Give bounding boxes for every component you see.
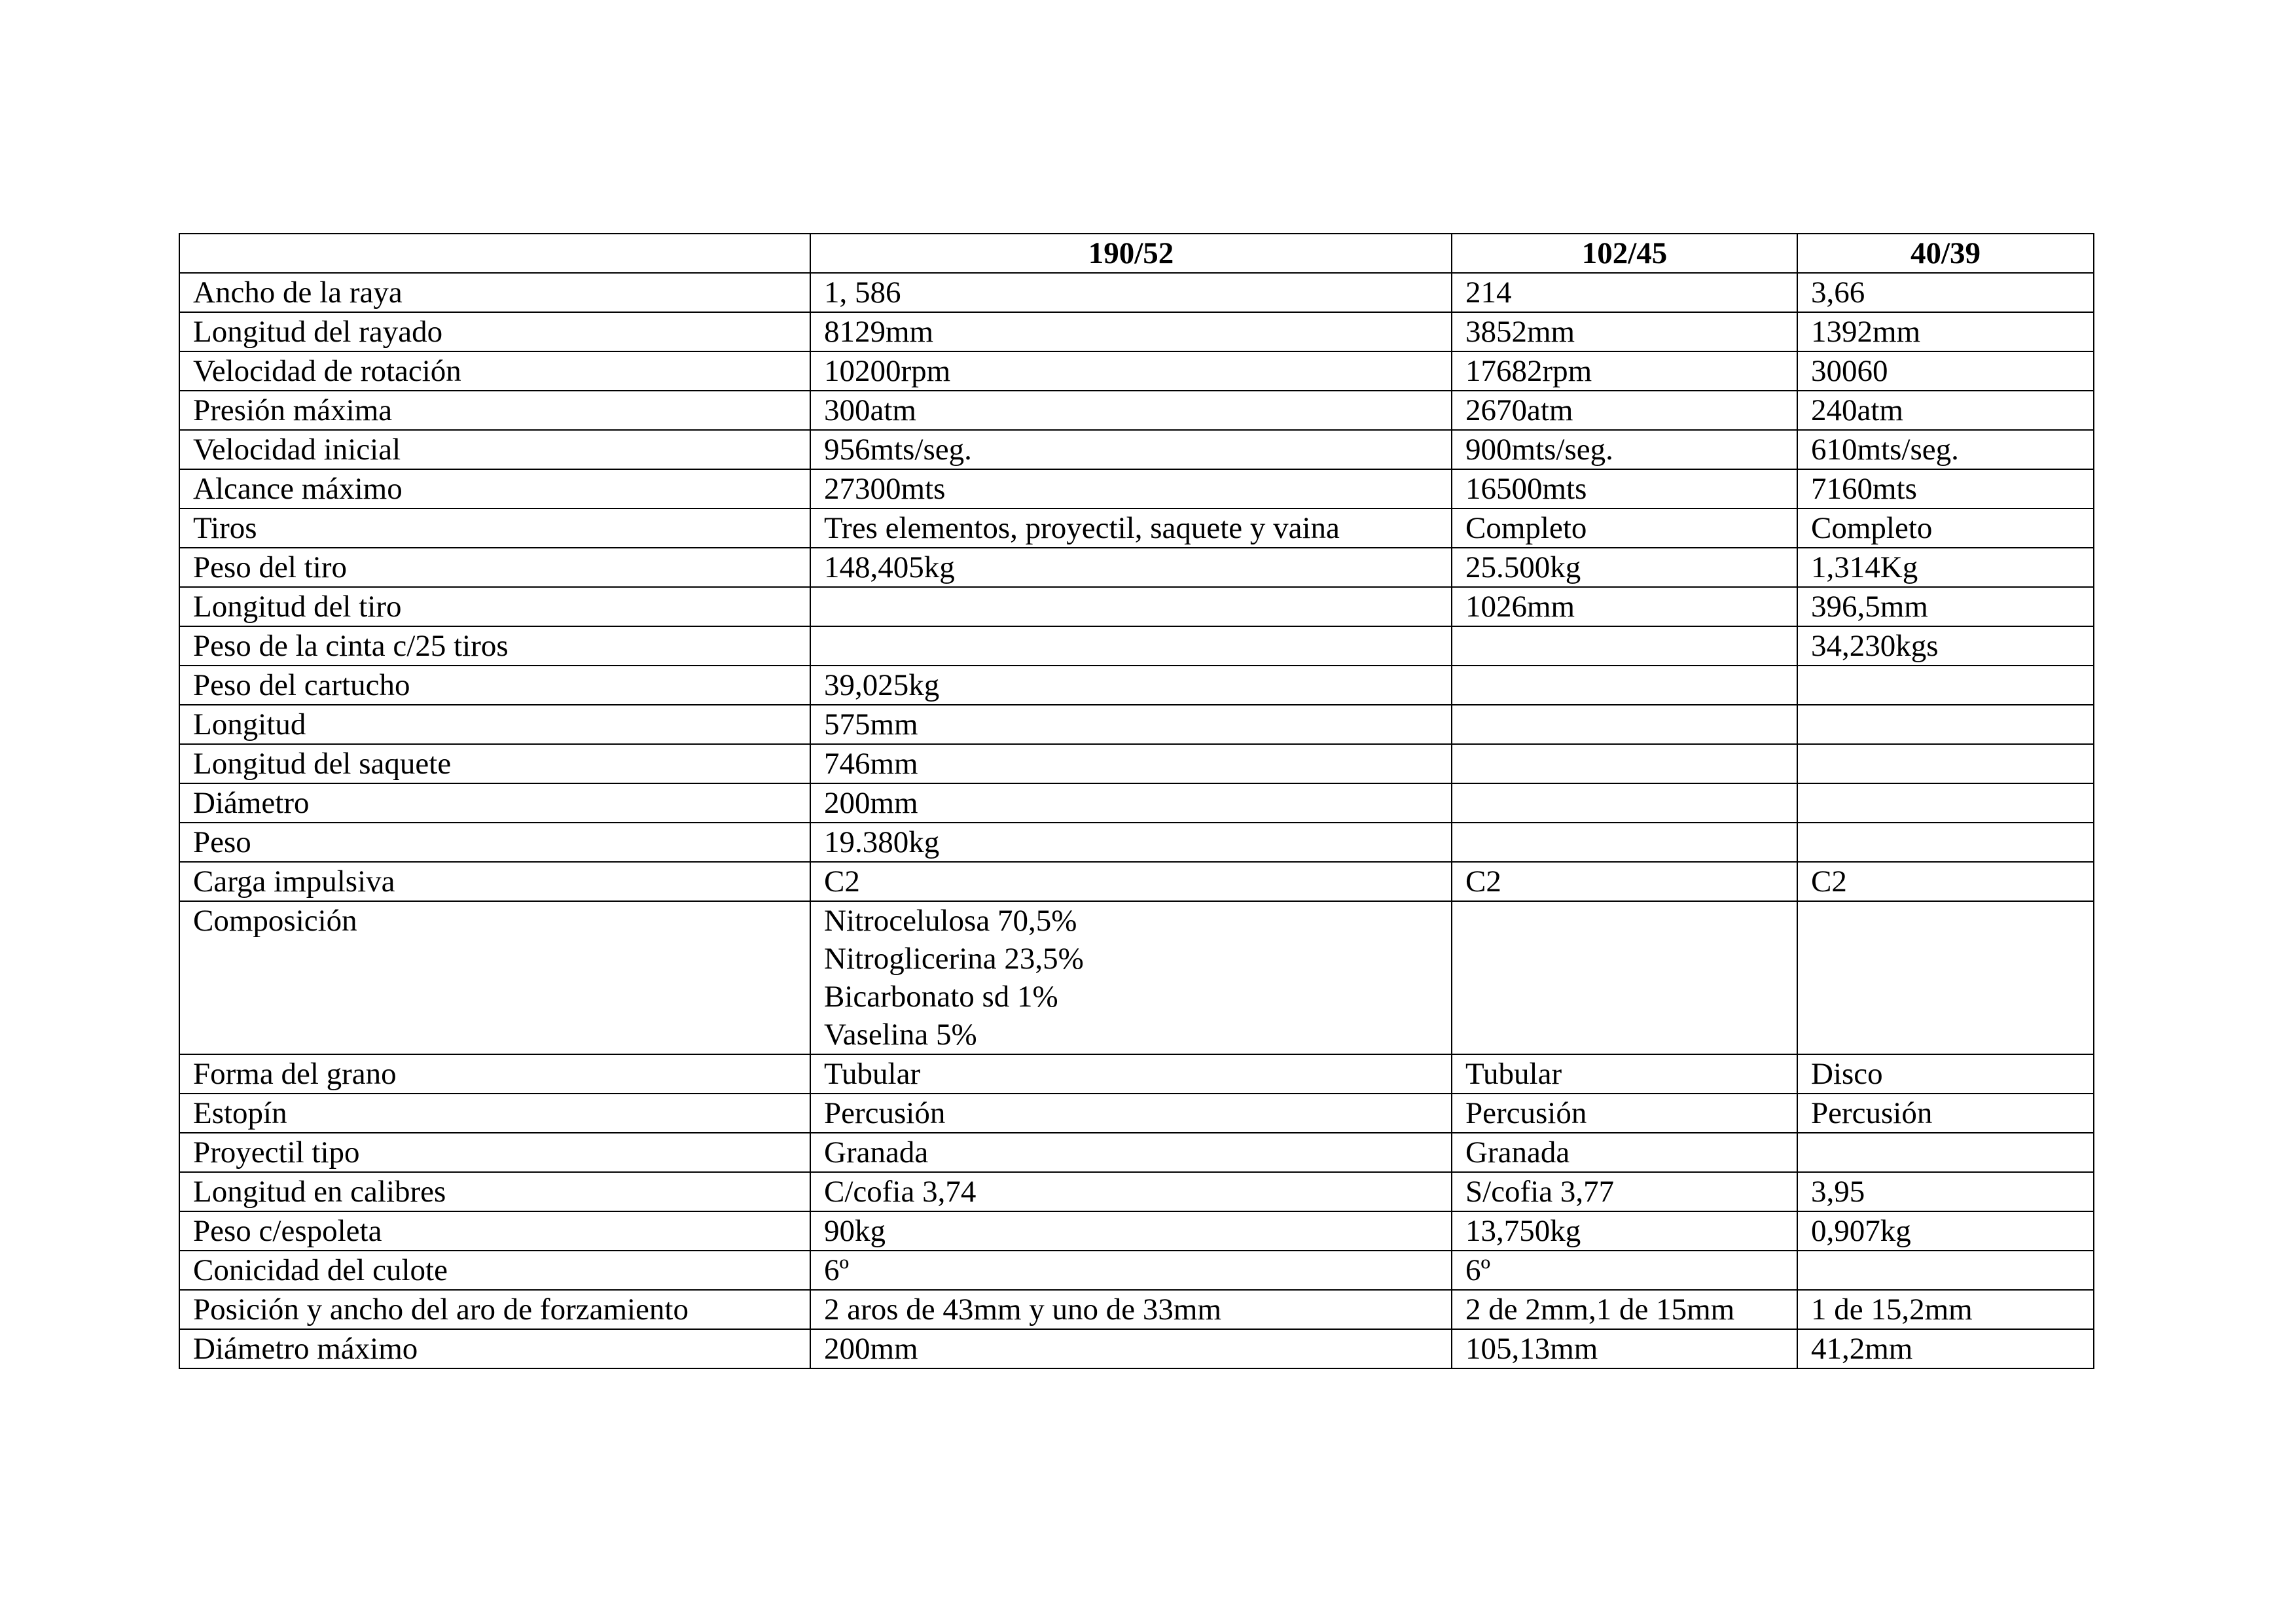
row-label-cell: Presión máxima xyxy=(179,391,810,430)
table-cell: 30060 xyxy=(1797,351,2094,391)
composition-line: Nitroglicerina 23,5% xyxy=(824,942,1084,976)
row-label-cell: Diámetro máximo xyxy=(179,1329,810,1368)
table-cell: 10200rpm xyxy=(810,351,1452,391)
table-cell: 90kg xyxy=(810,1211,1452,1251)
row-label-cell: Alcance máximo xyxy=(179,469,810,508)
table-cell: 25.500kg xyxy=(1452,548,1797,587)
table-cell: 2670atm xyxy=(1452,391,1797,430)
table-cell: 200mm xyxy=(810,1329,1452,1368)
table-cell: 300atm xyxy=(810,391,1452,430)
table-cell: Tubular xyxy=(810,1054,1452,1094)
composition-line: Vaselina 5% xyxy=(824,1018,977,1052)
table-cell: 1, 586 xyxy=(810,273,1452,312)
table-cell: 0,907kg xyxy=(1797,1211,2094,1251)
row-label-cell: Proyectil tipo xyxy=(179,1133,810,1172)
table-cell xyxy=(1452,666,1797,705)
row-label-cell: Tiros xyxy=(179,508,810,548)
table-cell: 746mm xyxy=(810,744,1452,783)
table-cell xyxy=(1452,901,1797,1054)
row-label-cell: Longitud xyxy=(179,705,810,744)
table-cell: 1392mm xyxy=(1797,312,2094,351)
row-label-cell: Velocidad de rotación xyxy=(179,351,810,391)
table-cell: 396,5mm xyxy=(1797,587,2094,626)
table-cell: Percusión xyxy=(1797,1094,2094,1133)
table-cell xyxy=(1797,1133,2094,1172)
table-cell: 200mm xyxy=(810,783,1452,823)
table-cell: 13,750kg xyxy=(1452,1211,1797,1251)
table-cell: 41,2mm xyxy=(1797,1329,2094,1368)
table-cell: 6º xyxy=(810,1251,1452,1290)
row-label-cell: Longitud del rayado xyxy=(179,312,810,351)
table-cell: 19.380kg xyxy=(810,823,1452,862)
table-row xyxy=(179,1329,2094,1368)
table-row xyxy=(179,823,2094,862)
table-cell xyxy=(1797,901,2094,1054)
table-row xyxy=(179,1172,2094,1211)
table-cell: 900mts/seg. xyxy=(1452,430,1797,469)
table-body xyxy=(179,273,2094,1368)
table-cell: 7160mts xyxy=(1797,469,2094,508)
table-cell: C2 xyxy=(1452,862,1797,901)
table-header-row xyxy=(179,234,2094,273)
table-row xyxy=(179,1251,2094,1290)
specifications-table xyxy=(179,233,2094,1369)
table-row xyxy=(179,1054,2094,1094)
row-label-cell: Peso del tiro xyxy=(179,548,810,587)
table-row xyxy=(179,744,2094,783)
table-cell: Tubular xyxy=(1452,1054,1797,1094)
table-cell: 34,230kgs xyxy=(1797,626,2094,666)
header-cell-empty xyxy=(179,234,810,273)
table-row xyxy=(179,626,2094,666)
row-label-cell: Longitud del saquete xyxy=(179,744,810,783)
row-label-cell: Estopín xyxy=(179,1094,810,1133)
composition-line: Bicarbonato sd 1% xyxy=(824,980,1058,1014)
table-row xyxy=(179,469,2094,508)
table-cell: 27300mts xyxy=(810,469,1452,508)
table-row xyxy=(179,1211,2094,1251)
row-label-cell: Forma del grano xyxy=(179,1054,810,1094)
table-cell xyxy=(1452,823,1797,862)
table-cell: 17682rpm xyxy=(1452,351,1797,391)
table-cell xyxy=(1797,783,2094,823)
table-cell xyxy=(810,626,1452,666)
table-cell xyxy=(1452,626,1797,666)
table-cell: 3,95 xyxy=(1797,1172,2094,1211)
table-cell: 3852mm xyxy=(1452,312,1797,351)
table-row xyxy=(179,430,2094,469)
table-cell: Completo xyxy=(1452,508,1797,548)
table-row xyxy=(179,783,2094,823)
table-cell xyxy=(1797,705,2094,744)
table-cell xyxy=(1452,783,1797,823)
table-row xyxy=(179,548,2094,587)
table-cell: 240atm xyxy=(1797,391,2094,430)
row-label-cell: Conicidad del culote xyxy=(179,1251,810,1290)
row-label-cell: Longitud en calibres xyxy=(179,1172,810,1211)
table-cell: C2 xyxy=(810,862,1452,901)
table-cell xyxy=(1797,823,2094,862)
table-cell xyxy=(810,587,1452,626)
table-row xyxy=(179,587,2094,626)
table-row xyxy=(179,351,2094,391)
table-cell: 2 aros de 43mm y uno de 33mm xyxy=(810,1290,1452,1329)
table-row xyxy=(179,1290,2094,1329)
table-cell: 1026mm xyxy=(1452,587,1797,626)
table-row xyxy=(179,391,2094,430)
table-cell xyxy=(1797,744,2094,783)
row-label-cell: Peso xyxy=(179,823,810,862)
table-row xyxy=(179,508,2094,548)
row-label-cell: Velocidad inicial xyxy=(179,430,810,469)
table-row xyxy=(179,705,2094,744)
table-cell xyxy=(1797,666,2094,705)
header-cell-40-39: 40/39 xyxy=(1797,234,2094,273)
row-label-cell: Posición y ancho del aro de forzamiento xyxy=(179,1290,810,1329)
header-cell-190-52: 190/52 xyxy=(810,234,1452,273)
table-cell: Disco xyxy=(1797,1054,2094,1094)
table-cell: Completo xyxy=(1797,508,2094,548)
table-cell: Percusión xyxy=(810,1094,1452,1133)
row-label-cell: Peso del cartucho xyxy=(179,666,810,705)
table-cell: Tres elementos, proyectil, saquete y vaina xyxy=(810,508,1452,548)
table-cell: Granada xyxy=(810,1133,1452,1172)
table-row xyxy=(179,1133,2094,1172)
table-cell: C/cofia 3,74 xyxy=(810,1172,1452,1211)
table-cell: 39,025kg xyxy=(810,666,1452,705)
row-label-cell: Composición xyxy=(179,901,810,1054)
row-label-cell: Peso de la cinta c/25 tiros xyxy=(179,626,810,666)
table-row xyxy=(179,1094,2094,1133)
table-cell: Granada xyxy=(1452,1133,1797,1172)
table-cell: 1,314Kg xyxy=(1797,548,2094,587)
table-cell xyxy=(1452,744,1797,783)
table-cell: 956mts/seg. xyxy=(810,430,1452,469)
table-cell: C2 xyxy=(1797,862,2094,901)
table-cell: Percusión xyxy=(1452,1094,1797,1133)
row-label-cell: Diámetro xyxy=(179,783,810,823)
table-row xyxy=(179,862,2094,901)
table-cell xyxy=(1797,1251,2094,1290)
table-row xyxy=(179,273,2094,312)
table-row xyxy=(179,666,2094,705)
table-cell: 148,405kg xyxy=(810,548,1452,587)
table-row xyxy=(179,312,2094,351)
header-cell-102-45: 102/45 xyxy=(1452,234,1797,273)
row-label-cell: Ancho de la raya xyxy=(179,273,810,312)
table-cell xyxy=(1452,705,1797,744)
table-cell: 2 de 2mm,1 de 15mm xyxy=(1452,1290,1797,1329)
table-row-composition xyxy=(179,901,2094,1054)
table-cell: 575mm xyxy=(810,705,1452,744)
table-cell: 610mts/seg. xyxy=(1797,430,2094,469)
row-label-cell: Carga impulsiva xyxy=(179,862,810,901)
table-cell: 8129mm xyxy=(810,312,1452,351)
composition-cell xyxy=(810,901,1452,1054)
table-cell: 214 xyxy=(1452,273,1797,312)
row-label-cell: Peso c/espoleta xyxy=(179,1211,810,1251)
table-cell: 105,13mm xyxy=(1452,1329,1797,1368)
table-cell: 3,66 xyxy=(1797,273,2094,312)
table-cell: 1 de 15,2mm xyxy=(1797,1290,2094,1329)
composition-line: Nitrocelulosa 70,5% xyxy=(824,904,1077,938)
table-cell: 6º xyxy=(1452,1251,1797,1290)
table-cell: S/cofia 3,77 xyxy=(1452,1172,1797,1211)
table-cell: 16500mts xyxy=(1452,469,1797,508)
row-label-cell: Longitud del tiro xyxy=(179,587,810,626)
